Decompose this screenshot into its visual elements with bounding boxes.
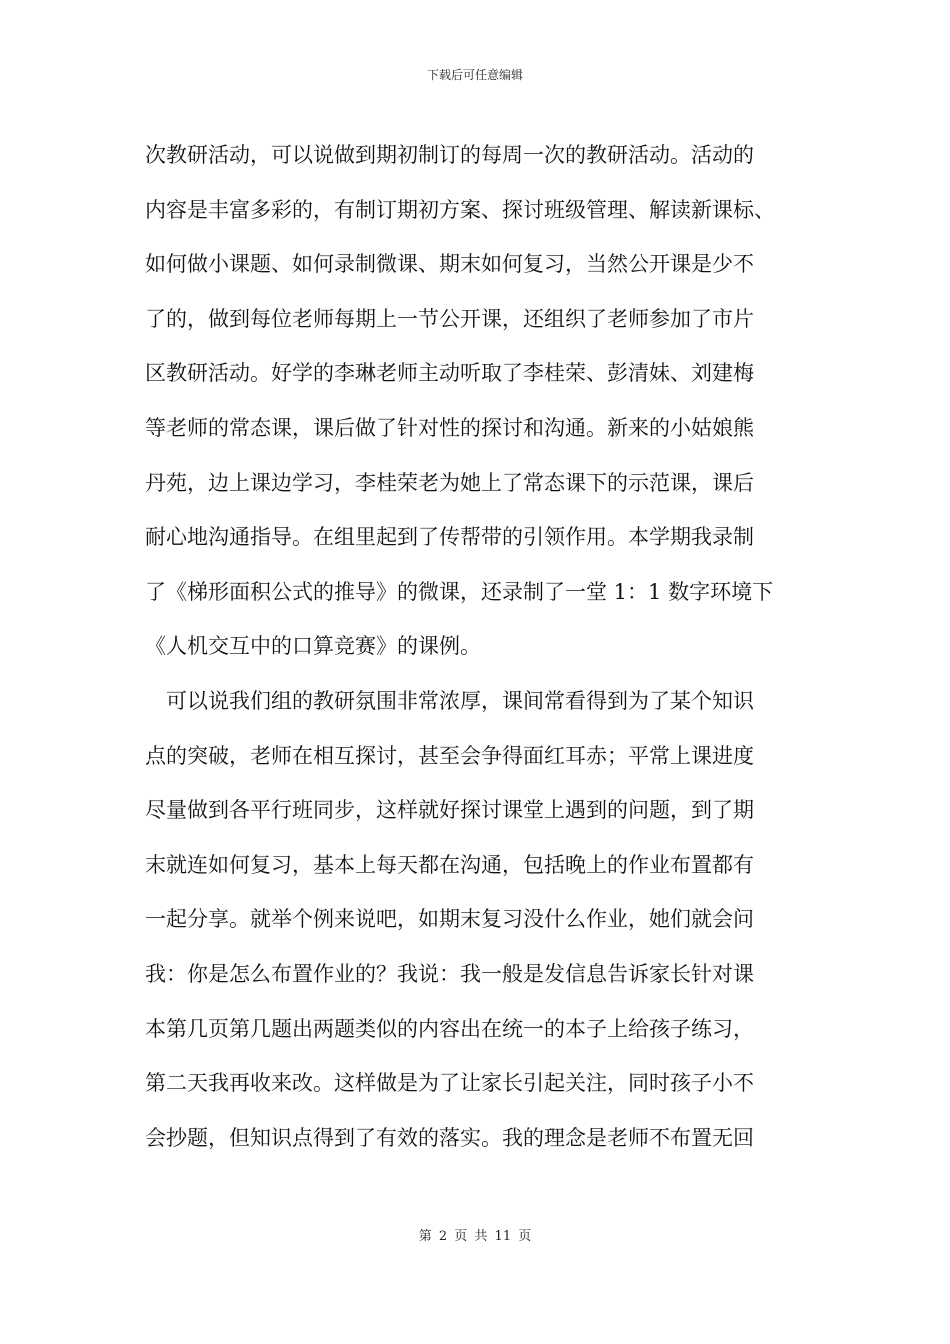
text-line: 等老师的常态课，课后做了针对性的探讨和沟通。新来的小姑娘熊: [145, 415, 754, 440]
text-line: 耐心地沟通指导。在组里起到了传帮带的引领作用。本学期我录制: [145, 525, 754, 550]
paragraph-start-line: 可以说我们组的教研氛围非常浓厚，课间常看得到为了某个知识: [166, 688, 754, 713]
document-body: [145, 128, 810, 1165]
text-line: 了《梯形面积公式的推导》的微课，还录制了一堂 1：1 数字环境下: [145, 579, 774, 604]
page-footer: 第 2 页 共 11 页: [418, 1229, 532, 1244]
text-line: 《人机交互中的口算竞赛》的课例。: [145, 634, 481, 659]
text-line: 第二天我再收来改。这样做是为了让家长引起关注，同时孩子小不: [145, 1071, 754, 1096]
text-line: 我：你是怎么布置作业的？我说：我一般是发信息告诉家长针对课: [145, 961, 754, 986]
text-line: 尽量做到各平行班同步，这样就好探讨课堂上遇到的问题，到了期: [145, 798, 754, 823]
text-line: 点的突破，老师在相互探讨，甚至会争得面红耳赤；平常上课进度: [145, 743, 754, 768]
text-line: 会抄题，但知识点得到了有效的落实。我的理念是老师不布置无回: [145, 1125, 754, 1150]
text-line: 了的，做到每位老师每期上一节公开课，还组织了老师参加了市片: [145, 306, 754, 331]
text-line: 一起分享。就举个例来说吧，如期末复习没什么作业，她们就会问: [145, 907, 754, 932]
page-header: 下载后可任意编辑: [426, 68, 523, 82]
text-line: 次教研活动，可以说做到期初制订的每周一次的教研活动。活动的: [145, 143, 754, 167]
text-line: 区教研活动。好学的李琳老师主动听取了李桂荣、彭清妹、刘建梅: [145, 361, 754, 386]
text-line: 如何做小课题、如何录制微课、期末如何复习，当然公开课是少不: [145, 252, 754, 277]
text-line: 内容是丰富多彩的，有制订期初方案、探讨班级管理、解读新课标、: [145, 197, 775, 222]
text-line: 丹苑，边上课边学习，李桂荣老为她上了常态课下的示范课，课后: [145, 470, 754, 495]
text-line: 本第几页第几题出两题类似的内容出在统一的本子上给孩子练习，: [145, 1016, 754, 1041]
text-line: 末就连如何复习，基本上每天都在沟通，包括晚上的作业布置都有: [145, 852, 754, 877]
